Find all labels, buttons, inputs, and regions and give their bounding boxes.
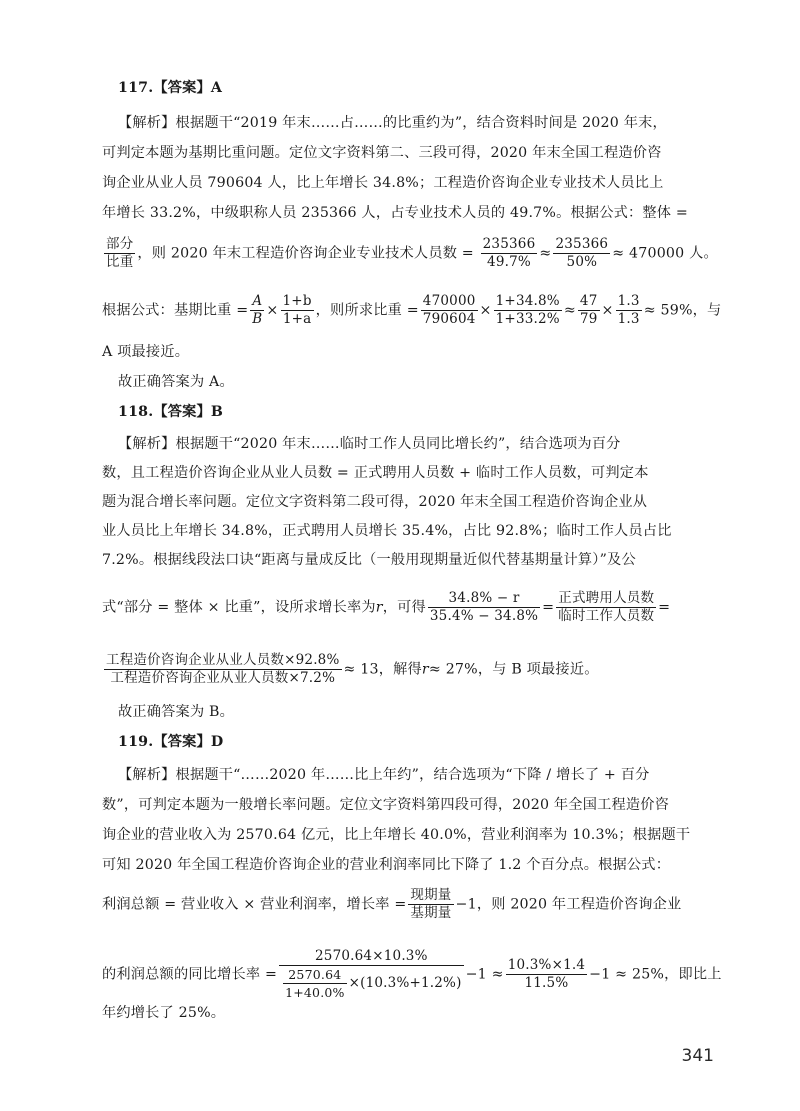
q117-answer-heading: 117.【答案】A (118, 80, 223, 96)
fraction: $\frac{235366}{50\%}$ (555, 236, 609, 270)
fraction: 2570.64×10.3% $\frac{2570.64}{1+40.0\%}$ ×(10.3%+1.2%) (279, 948, 464, 1001)
q119-formula-line: 利润总额 = 营业收入 × 营业利润率，增长率 = $\frac{\text{现期量}}{\text{基期量}}$ −1，则 2020 年工程造价咨询企业 (102, 887, 682, 921)
fraction: $\frac{1.3}{1.3}$ (617, 293, 640, 327)
q119-analysis-line: 数”，可判定本题为一般增长率问题。定位文字资料第四段可得，2020 年全国工程造价咨 (102, 797, 670, 813)
fraction: $\frac{\text{部分}}{\text{比重}}$ (106, 236, 134, 270)
q117-analysis-line: 【解析】根据题干“2019 年末……占……的比重约为”，结合资料时间是 2020 年末， (118, 115, 667, 131)
fraction: $\frac{1+b}{1+a}$ (282, 293, 312, 327)
fraction: $\frac{34.8\% - r}{35.4\% - 34.8\%}$ (429, 590, 539, 624)
q118-answer-heading: 118.【答案】B (118, 404, 224, 420)
q119-analysis-line: 【解析】根据题干“……2020 年……比上年约”，结合选项为“下降 / 增长了 + 百分 (118, 767, 650, 783)
fraction: $\frac{A}{B}$ (252, 293, 263, 327)
q118-conclusion: 故正确答案为 B。 (118, 704, 235, 720)
fraction: $\frac{1+34.8\%}{1+33.2\%}$ (495, 293, 560, 327)
fraction: $\frac{10.3\%\times 1.4}{11.5\%}$ (507, 957, 586, 991)
q118-analysis-line: 题为混合增长率问题。定位文字资料第二段可得，2020 年末全国工程造价咨询企业从 (102, 494, 648, 510)
q118-analysis-line: 7.2%。根据线段法口诀“距离与量成反比（一般用现期量近似代替基期量计算）”及公 (102, 552, 636, 568)
q117-analysis-line: A 项最接近。 (102, 344, 190, 360)
q117-analysis-line: 询企业从业人员 790604 人，比上年增长 34.8%；工程造价咨询企业专业技术人员比上 (102, 175, 664, 191)
q117-conclusion: 故正确答案为 A。 (118, 374, 234, 390)
q117-analysis-line: 年增长 33.2%，中级职称人员 235366 人，占专业技术人员的 49.7%。根据公式：整体 = (102, 205, 688, 221)
q118-formula-line: 式“部分 = 整体 × 比重”，设所求增长率为r，可得 $\frac{34.8\% - r}{35.4\% - 34.8\%}$ = $\frac{\text{正式聘用人员数}}{\text{临时工作人员数}}$ = (102, 590, 671, 624)
q118-analysis-line: 【解析】根据题干“2020 年末……临时工作人员同比增长约”，结合选项为百分 (118, 436, 621, 452)
fraction: $\frac{\text{现期量}}{\text{基期量}}$ (410, 887, 452, 921)
fraction: $\frac{470000}{790604}$ (422, 293, 476, 327)
fraction: $\frac{47}{79}$ (579, 293, 598, 327)
q118-analysis-line: 业人员比上年增长 34.8%，正式聘用人员增长 35.4%，占比 92.8%；临时工作人员占比 (102, 523, 672, 539)
q119-analysis-line: 可知 2020 年全国工程造价咨询企业的营业利润率同比下降了 1.2 个百分点。根据公式： (102, 857, 671, 873)
q117-formula-line: 根据公式：基期比重 = $\frac{A}{B}$ × $\frac{1+b}{1+a}$ ，则所求比重 = $\frac{470000}{790604}$ × $\frac{1+34.8\%}{1+33.2\%}$ ≈ $\frac{47}{79}$ × $\frac{1.3}{1.3}$ ≈ 59%，与 (102, 293, 722, 327)
q118-formula-line: $\frac{\text{工程造价咨询企业从业人员数×92.8\%}}{\text{工程造价咨询企业从业人员数×7.2\%}}$ ≈ 13，解得r≈ 27%，与 B 项最接近。 (106, 652, 599, 686)
fraction: $\frac{\text{正式聘用人员数}}{\text{临时工作人员数}}$ (558, 590, 655, 624)
fraction: $\frac{\text{工程造价咨询企业从业人员数×92.8\%}}{\text{工程造价咨询企业从业人员数×7.2\%}}$ (106, 652, 340, 686)
q118-analysis-line: 数，且工程造价咨询企业从业人员数 = 正式聘用人员数 + 临时工作人员数，可判定本 (102, 465, 649, 481)
fraction: $\frac{235366}{49.7\%}$ (482, 236, 536, 270)
page-number: 341 (681, 1046, 714, 1066)
fraction: $\frac{2570.64}{1+40.0\%}$ (285, 967, 345, 1000)
q119-analysis-line: 询企业的营业收入为 2570.64 亿元，比上年增长 40.0%，营业利润率为 10.3%；根据题干 (102, 827, 691, 843)
q119-analysis-line: 年约增长了 25%。 (102, 1005, 226, 1021)
q117-analysis-line: 可判定本题为基期比重问题。定位文字资料第二、三段可得，2020 年末全国工程造价咨 (102, 145, 662, 161)
q119-answer-heading: 119.【答案】D (118, 734, 224, 750)
q119-formula-line: 的利润总额的同比增长率 = 2570.64×10.3% $\frac{2570.64}{1+40.0\%}$ ×(10.3%+1.2%) −1 ≈ $\frac{10.3\%\times 1.4}{11.5\%}$ −1 ≈ 25%，即比上 (102, 948, 722, 1000)
q117-formula-line: $\frac{\text{部分}}{\text{比重}}$ ，则 2020 年末工程造价咨询企业专业技术人员数 = $\frac{235366}{49.7\%}$ ≈ $\frac{235366}{50\%}$ ≈ 470000 人。 (106, 236, 718, 270)
